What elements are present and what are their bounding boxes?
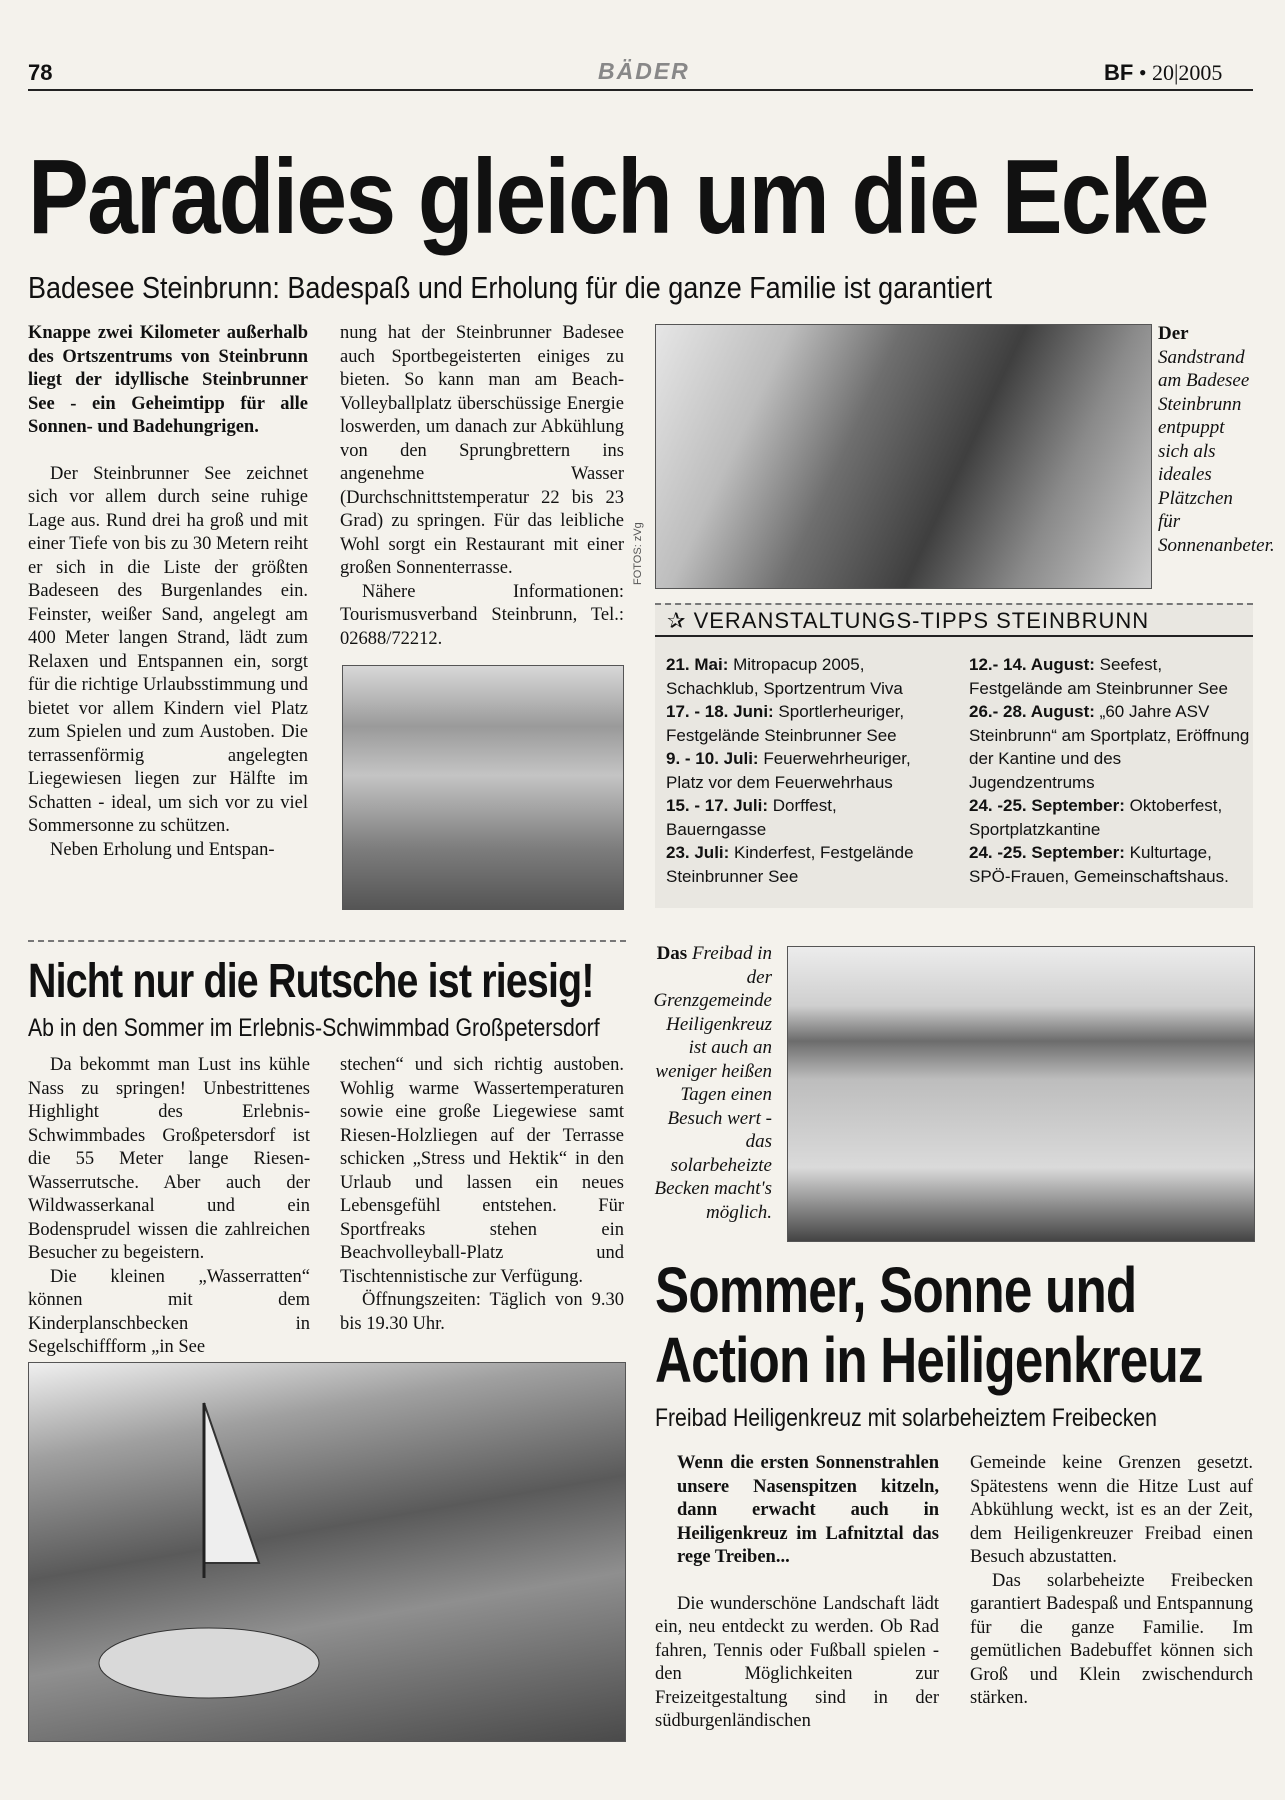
freibad-pool-photo — [787, 946, 1255, 1242]
tip-item: 24. -25. September: Kulturtage, SPÖ-Frauen, Gemeinschaftshaus. — [969, 843, 1229, 886]
publication-label — [1104, 60, 1222, 86]
article1-col2-para1: nung hat der Steinbrunner Badesee auch Sportbegeisterten einiges zu bieten. So kann man am Beach-Volleyballplatz überschüssige Energie loswerden, um danach zur Abkühlung von den Sprungbrettern ins angenehme Wasser (Durchschnittstemperatur 22 bis 23 Grad) zu springen. Für das leibliche Wohl sorgt ein Restaurant mit einer großen Sonnenterrasse. — [340, 323, 624, 578]
sailboat-pool-illustration — [29, 1363, 625, 1741]
pool-photo-caption — [650, 942, 772, 1224]
article1-title: Paradies gleich um die Ecke — [28, 138, 1208, 256]
article3-col2-para1: Gemeinde keine Grenzen gesetzt. Spätestens wenn die Hitze Lust auf Abkühlung weckt, ist es an der Zeit, dem Heiligenkreuzer Freibad einen Besuch abzustatten. — [970, 1453, 1253, 1567]
article2-col2 — [340, 1054, 624, 1336]
article2-subtitle: Ab in den Sommer im Erlebnis-Schwimmbad Großpetersdorf — [28, 1014, 600, 1042]
tips-right-column — [969, 653, 1251, 888]
article3-title-line2: Action in Heiligenkreuz — [655, 1324, 1203, 1396]
article3-col1 — [655, 1452, 939, 1734]
tip-item: 26.- 28. August: „60 Jahre ASV Steinbrunn“ am Sportplatz, Eröffnung der Kantine und des Jugendzentrums — [969, 702, 1250, 792]
lake-willow-photo — [342, 665, 624, 910]
caption-text: Sandstrand am Badesee Steinbrunn entpuppt sich als ideales Plätzchen für Sonnenanbeter. — [1158, 346, 1275, 556]
article2-title: Nicht nur die Rutsche ist riesig! — [28, 955, 594, 1008]
section-label: BÄDER — [598, 58, 690, 84]
article1-col1-para2: Neben Erholung und Entspan- — [50, 839, 275, 860]
caption-bold-lead: Der — [1158, 323, 1189, 344]
tip-item: 12.- 14. August: Seefest, Festgelände am Steinbrunner See — [969, 655, 1228, 698]
article1-lead: Knappe zwei Kilometer außerhalb des Ortszentrums von Steinbrunn liegt der idyllische Steinbrunner See - ein Geheimtipp für alle Sonnen- und Badehungrigen. — [28, 323, 308, 437]
tips-title-row — [667, 608, 1149, 634]
page-number: 78 — [28, 60, 53, 85]
star-icon: ✰ — [667, 608, 687, 633]
issue-number: 20|2005 — [1152, 60, 1223, 85]
article3-title-line1: Sommer, Sonne und — [655, 1254, 1137, 1326]
section-dashed-separator — [28, 940, 626, 942]
article3-lead: Wenn die ersten Sonnenstrahlen unsere Nasenspitzen kitzeln, dann erwacht auch in Heiligenkreuz im Lafnitztal das rege Treiben... — [677, 1453, 939, 1567]
article1-col1-para1: Der Steinbrunner See zeichnet sich vor allem durch seine ruhige Lage aus. Rund drei ha groß und mit einer Tiefe von bis zu 30 Metern reiht er sich in die Liste der größten Badeseen des Burgenlandes ein. Feinster, weißer Sand, angelegt am 400 Meter langen Strand, lädt zum Relaxen und Entspannen ein, sorgt für die richtige Urlaubsstimmung und bietet vor allem Kindern viel Platz zum Spielen und zum Austoben. Die terrassenförmig angelegten Liegewiesen liegen zur Hälfte im Schatten - ideal, um sich vor zu viel Sommersonne zu schützen. — [28, 463, 309, 836]
caption-bold-lead: Das — [656, 943, 688, 964]
article3-col1-para1: Die wunderschöne Landschaft lädt ein, neu entdeckt zu werden. Ob Rad fahren, Tennis oder Fußball spielen - den Möglichkeiten zur Freizeitgestaltung sind in der südburgenländischen — [655, 1593, 939, 1731]
article2-col2-para2: Öffnungszeiten: Täglich von 9.30 bis 19.30 Uhr. — [340, 1290, 624, 1334]
tips-title: VERANSTALTUNGS-TIPPS STEINBRUNN — [693, 608, 1150, 633]
beach-photo-caption — [1158, 322, 1275, 557]
publication-name: BF — [1104, 60, 1134, 85]
tip-item: 24. -25. September: Oktoberfest, Sportplatzkantine — [969, 796, 1223, 839]
tips-title-rule — [655, 635, 1253, 637]
header-rule — [28, 89, 1253, 91]
article2-col2-para1: stechen“ und sich richtig austoben. Wohlig warme Wassertemperaturen sowie eine große Liegewiese samt Riesen-Holzliegen auf der Terrasse schicken „Stress und Hektik“ in den Urlaub und lassen ein neues Lebensgefühl entstehen. Für Sportfreaks stehen ein Beachvolleyball-Platz und Tischtennistische zur Verfügung. — [340, 1055, 624, 1287]
tips-top-dashed-rule — [655, 603, 1253, 605]
photo-credit: FOTOS: zVg — [632, 522, 644, 585]
article1-subtitle: Badesee Steinbrunn: Badespaß und Erholung für die ganze Familie ist garantiert — [28, 270, 993, 305]
article2-col1-para1: Da bekommt man Lust ins kühle Nass zu springen! Unbestrittenes Highlight des Erlebnis-Schwimmbades Großpetersdorf ist die 55 Meter lange Riesen-Wasserrutsche. Aber auch der Wildwasserkanal und ein Bodensprudel wissen die zahlreichen Besucher zu begeistern. — [28, 1055, 310, 1263]
article1-col2-para2: Nähere Informationen: Tourismusverband Steinbrunn, Tel.: 02688/72212. — [340, 581, 624, 649]
tip-item: 23. Juli: Kinderfest, Festgelände Steinbrunner See — [666, 843, 914, 886]
tip-item: 9. - 10. Juli: Feuerwehrheuriger, Platz vor dem Feuerwehrhaus — [666, 749, 911, 792]
article2-col1 — [28, 1054, 310, 1360]
article1-col2 — [340, 322, 624, 651]
article3-col2-para2: Das solarbeheizte Freibecken garantiert Badespaß und Entspannung für die ganze Familie. Im gemütlichen Badebuffet können sich Groß und Klein zwischendurch stärken. — [970, 1570, 1253, 1708]
tips-left-column — [666, 653, 936, 888]
tip-item: 15. - 17. Juli: Dorffest, Bauerngasse — [666, 796, 837, 839]
article3-col2 — [970, 1452, 1253, 1711]
article3-subtitle: Freibad Heiligenkreuz mit solarbeheiztem Freibecken — [655, 1404, 1157, 1432]
waterslide-pool-photo — [28, 1362, 626, 1742]
article1-col1 — [28, 322, 308, 862]
event-tips-box — [655, 603, 1253, 908]
tip-item: 17. - 18. Juni: Sportlerheuriger, Festgelände Steinbrunner See — [666, 702, 905, 745]
article2-col1-para2: Die kleinen „Wasserratten“ können mit dem Kinderplanschbecken in Segelschiffform „in See — [28, 1266, 310, 1357]
bullet-separator: • — [1138, 60, 1153, 85]
beach-lake-photo — [655, 324, 1152, 589]
caption-text: Freibad in der Grenzgemeinde Heiligenkreuz ist auch an weniger heißen Tagen einen Besuch wert - das solarbeheizte Becken macht's möglich. — [653, 943, 772, 1223]
tip-item: 21. Mai: Mitropacup 2005, Schachklub, Sportzentrum Viva — [666, 655, 903, 698]
